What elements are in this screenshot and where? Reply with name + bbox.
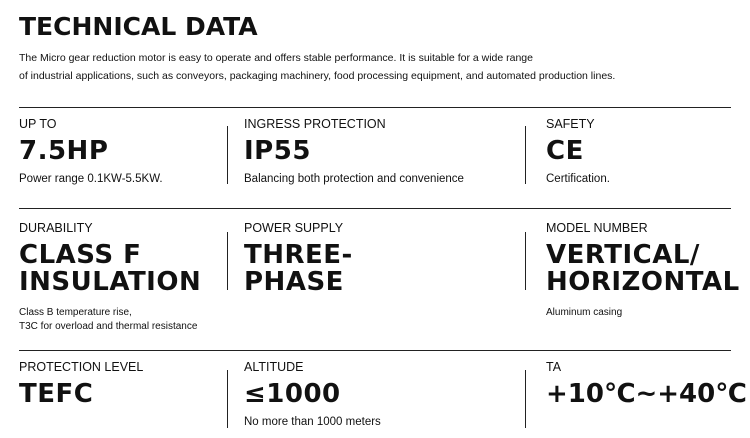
spec-description: Power range 0.1KW-5.5KW. — [19, 173, 163, 185]
spec-value-line: VERTICAL/ — [546, 240, 700, 270]
spec-value-line: THREE- — [244, 240, 353, 270]
spec-value: ≤1000 — [244, 379, 341, 409]
intro-line-1: The Micro gear reduction motor is easy to operate and offers stable performance. It is suitable for a wide range — [19, 52, 533, 64]
spec-label: DURABILITY — [19, 221, 93, 235]
spec-durability — [19, 221, 201, 334]
spec-value: TEFC — [19, 379, 94, 409]
spec-label: INGRESS PROTECTION — [244, 117, 386, 131]
spec-value: 7.5HP — [19, 136, 109, 166]
spec-description-line: T3C for overload and thermal resistance — [19, 321, 198, 332]
spec-label: SAFETY — [546, 117, 595, 131]
divider-vertical — [525, 232, 526, 290]
divider-top — [19, 107, 731, 108]
spec-value-line: HORIZONTAL — [546, 267, 740, 297]
divider-vertical — [525, 370, 526, 428]
spec-description: Certification. — [546, 173, 610, 185]
spec-description — [19, 306, 201, 334]
spec-safety — [546, 117, 610, 186]
spec-value: IP55 — [244, 136, 311, 166]
spec-protection-level — [19, 360, 143, 408]
spec-model-number — [546, 221, 740, 320]
divider-vertical — [227, 370, 228, 428]
divider-vertical — [525, 126, 526, 184]
spec-label: PROTECTION LEVEL — [19, 360, 144, 374]
spec-label: MODEL NUMBER — [546, 221, 648, 235]
spec-altitude — [244, 360, 381, 429]
divider-vertical — [227, 232, 228, 290]
spec-label: UP TO — [19, 117, 57, 131]
divider-vertical — [227, 126, 228, 184]
spec-up-to — [19, 117, 163, 186]
spec-value-line: CLASS F — [19, 240, 142, 270]
intro-line-2: of industrial applications, such as conveyors, packaging machinery, food processing equipment, and automated production lines. — [19, 70, 616, 82]
spec-value — [546, 242, 740, 296]
spec-label: ALTITUDE — [244, 360, 304, 374]
spec-description: Balancing both protection and convenience — [244, 173, 464, 185]
spec-description: Aluminum casing — [546, 307, 623, 318]
spec-ambient-temperature — [546, 360, 747, 408]
spec-value-line: INSULATION — [19, 267, 202, 297]
divider-row-2 — [19, 208, 731, 209]
spec-ingress-protection — [244, 117, 464, 186]
spec-value — [244, 242, 353, 296]
spec-value — [19, 242, 201, 296]
spec-value-line: PHASE — [244, 267, 344, 297]
spec-label: POWER SUPPLY — [244, 221, 344, 235]
spec-label: TA — [546, 360, 562, 374]
spec-power-supply — [244, 221, 353, 296]
page-title: TECHNICAL DATA — [19, 12, 258, 41]
divider-row-3 — [19, 350, 731, 351]
spec-description: No more than 1000 meters — [244, 416, 381, 428]
spec-value: +10℃~+40℃ — [546, 379, 747, 409]
spec-value: CE — [546, 136, 584, 166]
spec-description-line: Class B temperature rise, — [19, 307, 132, 318]
